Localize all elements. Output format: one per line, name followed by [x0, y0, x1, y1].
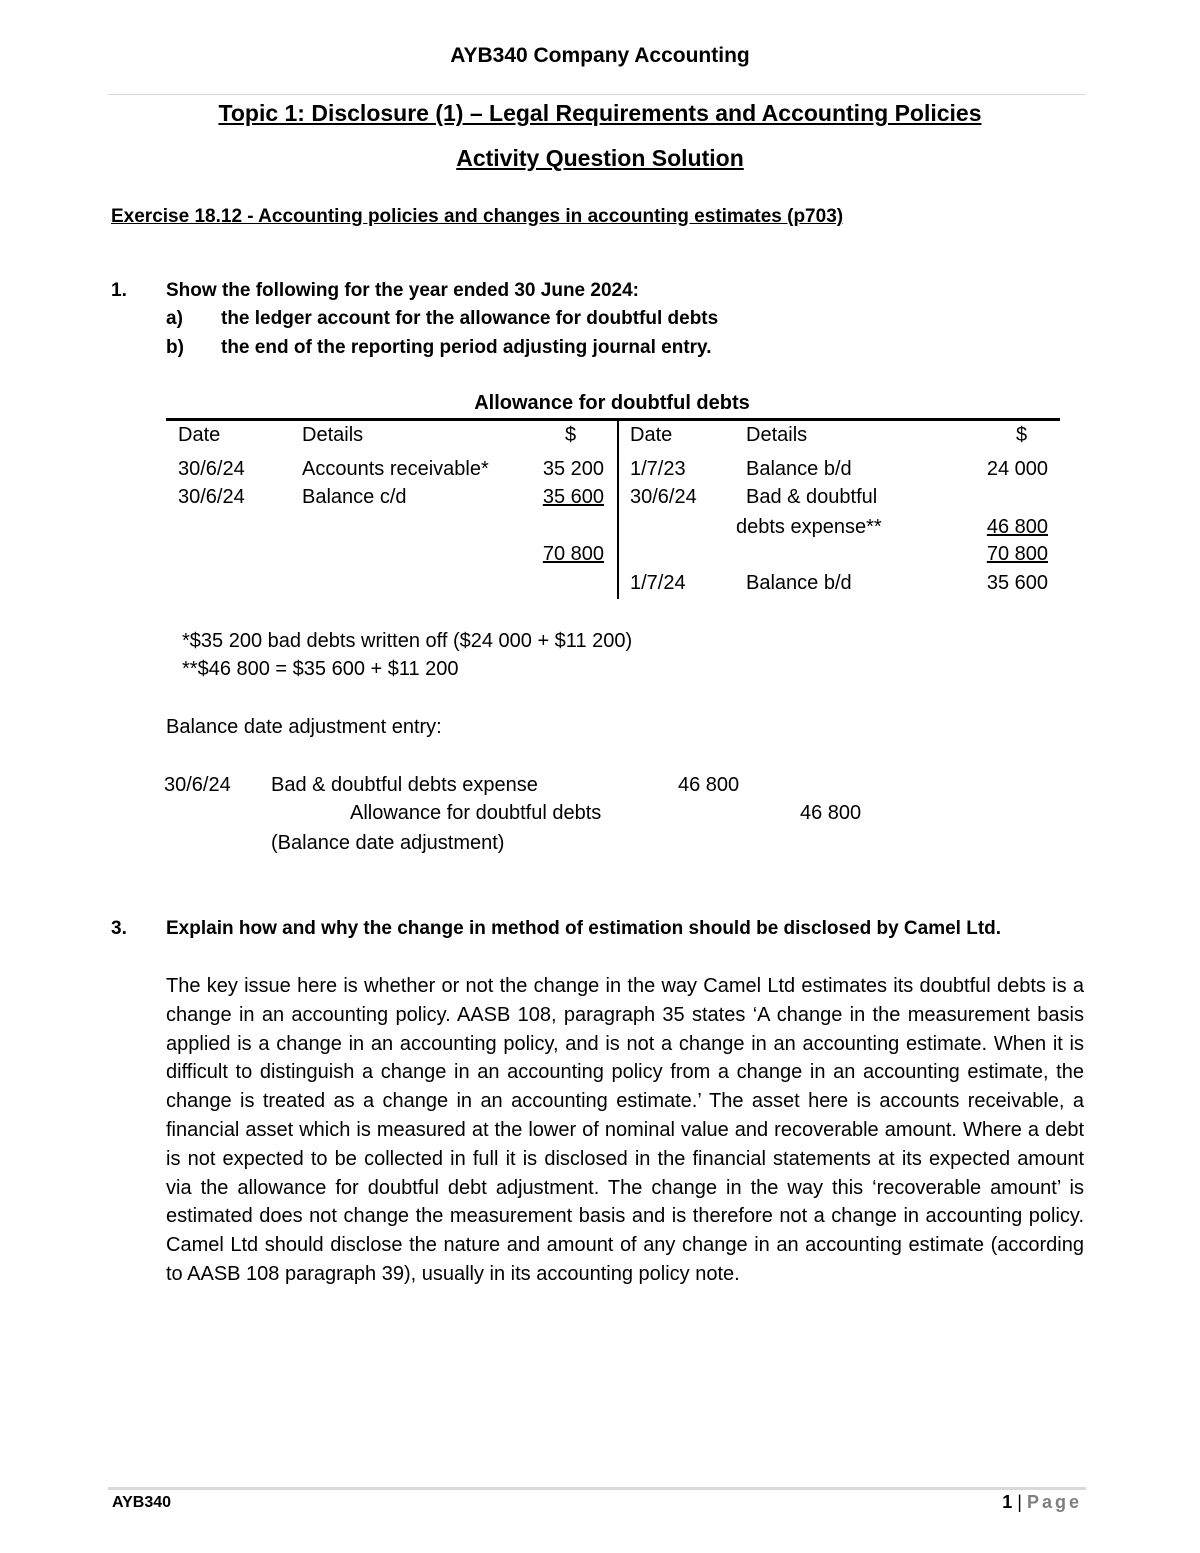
question3-text: Explain how and why the change in method of estimation should be disclosed by Camel Ltd. [166, 918, 1002, 939]
ledger-credit-row-2-details-cont: debts expense** [736, 516, 882, 538]
footer-page-indicator [1002, 1492, 1082, 1513]
ledger-title: Allowance for doubtful debts [474, 392, 750, 414]
document-header-title: AYB340 Company Accounting [450, 44, 750, 67]
ledger-debit-total: 70 800 [542, 543, 604, 565]
ledger-closing-amount: 35 600 [986, 572, 1048, 594]
ledger-credit-row-1-details: Balance b/d [746, 458, 852, 480]
journal-debit-amount: 46 800 [678, 774, 740, 796]
ledger-debit-row-2-details: Balance c/d [302, 486, 407, 508]
page-number: 1 [1002, 1492, 1013, 1512]
journal-credit-amount: 46 800 [800, 802, 862, 824]
ledger-center-rule [617, 421, 619, 599]
question1-number: 1. [111, 280, 127, 301]
ledger-credit-row-1-date: 1/7/23 [630, 458, 686, 480]
ledger-note-1: *$35 200 bad debts written off ($24 000 + $11 200) [182, 630, 633, 652]
ledger-credit-total: 70 800 [986, 543, 1048, 565]
question3-number: 3. [111, 918, 127, 939]
journal-credit-account: Allowance for doubtful debts [350, 802, 602, 824]
ledger-credit-date-header: Date [630, 424, 673, 446]
page-separator: | [1012, 1492, 1027, 1512]
ledger-debit-row-1-amount: 35 200 [542, 458, 604, 480]
ledger-credit-details-header: Details [746, 424, 808, 446]
ledger-debit-row-1-date: 30/6/24 [178, 458, 245, 480]
ledger-debit-amount-header: $ [565, 424, 577, 446]
ledger-debit-row-2-amount: 35 600 [542, 486, 604, 508]
ledger-debit-row-1-details: Accounts receivable* [302, 458, 489, 480]
ledger-credit-row-2-date: 30/6/24 [630, 486, 697, 508]
footer-divider [108, 1487, 1086, 1490]
ledger-credit-row-1-amount: 24 000 [986, 458, 1048, 480]
exercise-heading: Exercise 18.12 - Accounting policies and changes in accounting estimates (p703) [111, 206, 844, 227]
question1-a-label: a) [166, 308, 183, 329]
journal-debit-account: Bad & doubtful debts expense [271, 774, 538, 796]
ledger-credit-row-2-amount: 46 800 [986, 516, 1048, 538]
footer-course-code: AYB340 [112, 1494, 172, 1511]
journal-narration: (Balance date adjustment) [271, 832, 505, 854]
journal-date: 30/6/24 [164, 774, 231, 796]
question1-text: Show the following for the year ended 30 June 2024: [166, 280, 639, 301]
topic-title: Topic 1: Disclosure (1) – Legal Requirements and Accounting Policies [218, 100, 982, 126]
ledger-debit-row-2-date: 30/6/24 [178, 486, 245, 508]
ledger-note-2: **$46 800 = $35 600 + $11 200 [182, 658, 459, 680]
page-word: Page [1026, 1492, 1082, 1512]
question3-answer: The key issue here is whether or not the change in the way Camel Ltd estimates its doubtful debts is a change in an accounting policy. AASB 108, paragraph 35 states ‘A change in the measurement basis applied is a change in an accounting policy, and is not a change in an accounting estimate. When it is difficult to distinguish a change in an accounting policy from a change in an accounting estimate, the change is treated as a change in an accounting estimate.’ The asset here is accounts receivable, a financial asset which is measured at the lower of nominal value and recoverable amount. Where a debt is not expected to be collected in full it is disclosed in the financial statements at its expected amount via the allowance for doubtful debt adjustment. The change in the way this ‘recoverable amount’ is estimated does not change the measurement basis and is therefore not a change in accounting policy. Camel Ltd should disclose the nature and amount of any change in an accounting estimate (according to AASB 108 paragraph 39), usually in its accounting policy note. [166, 975, 1084, 1285]
ledger-closing-date: 1/7/24 [630, 572, 686, 594]
ledger-credit-amount-header: $ [1016, 424, 1028, 446]
ledger-top-rule [166, 418, 1060, 421]
subtitle: Activity Question Solution [456, 145, 744, 171]
header-divider [108, 94, 1086, 95]
question1-b-label: b) [166, 337, 184, 358]
question1-b-text: the end of the reporting period adjusting journal entry. [221, 337, 712, 358]
question1-a-text: the ledger account for the allowance for doubtful debts [221, 308, 719, 329]
ledger-debit-date-header: Date [178, 424, 221, 446]
ledger-debit-details-header: Details [302, 424, 364, 446]
ledger-credit-row-2-details: Bad & doubtful [746, 486, 878, 508]
ledger-closing-details: Balance b/d [746, 572, 852, 594]
journal-heading: Balance date adjustment entry: [166, 716, 442, 738]
